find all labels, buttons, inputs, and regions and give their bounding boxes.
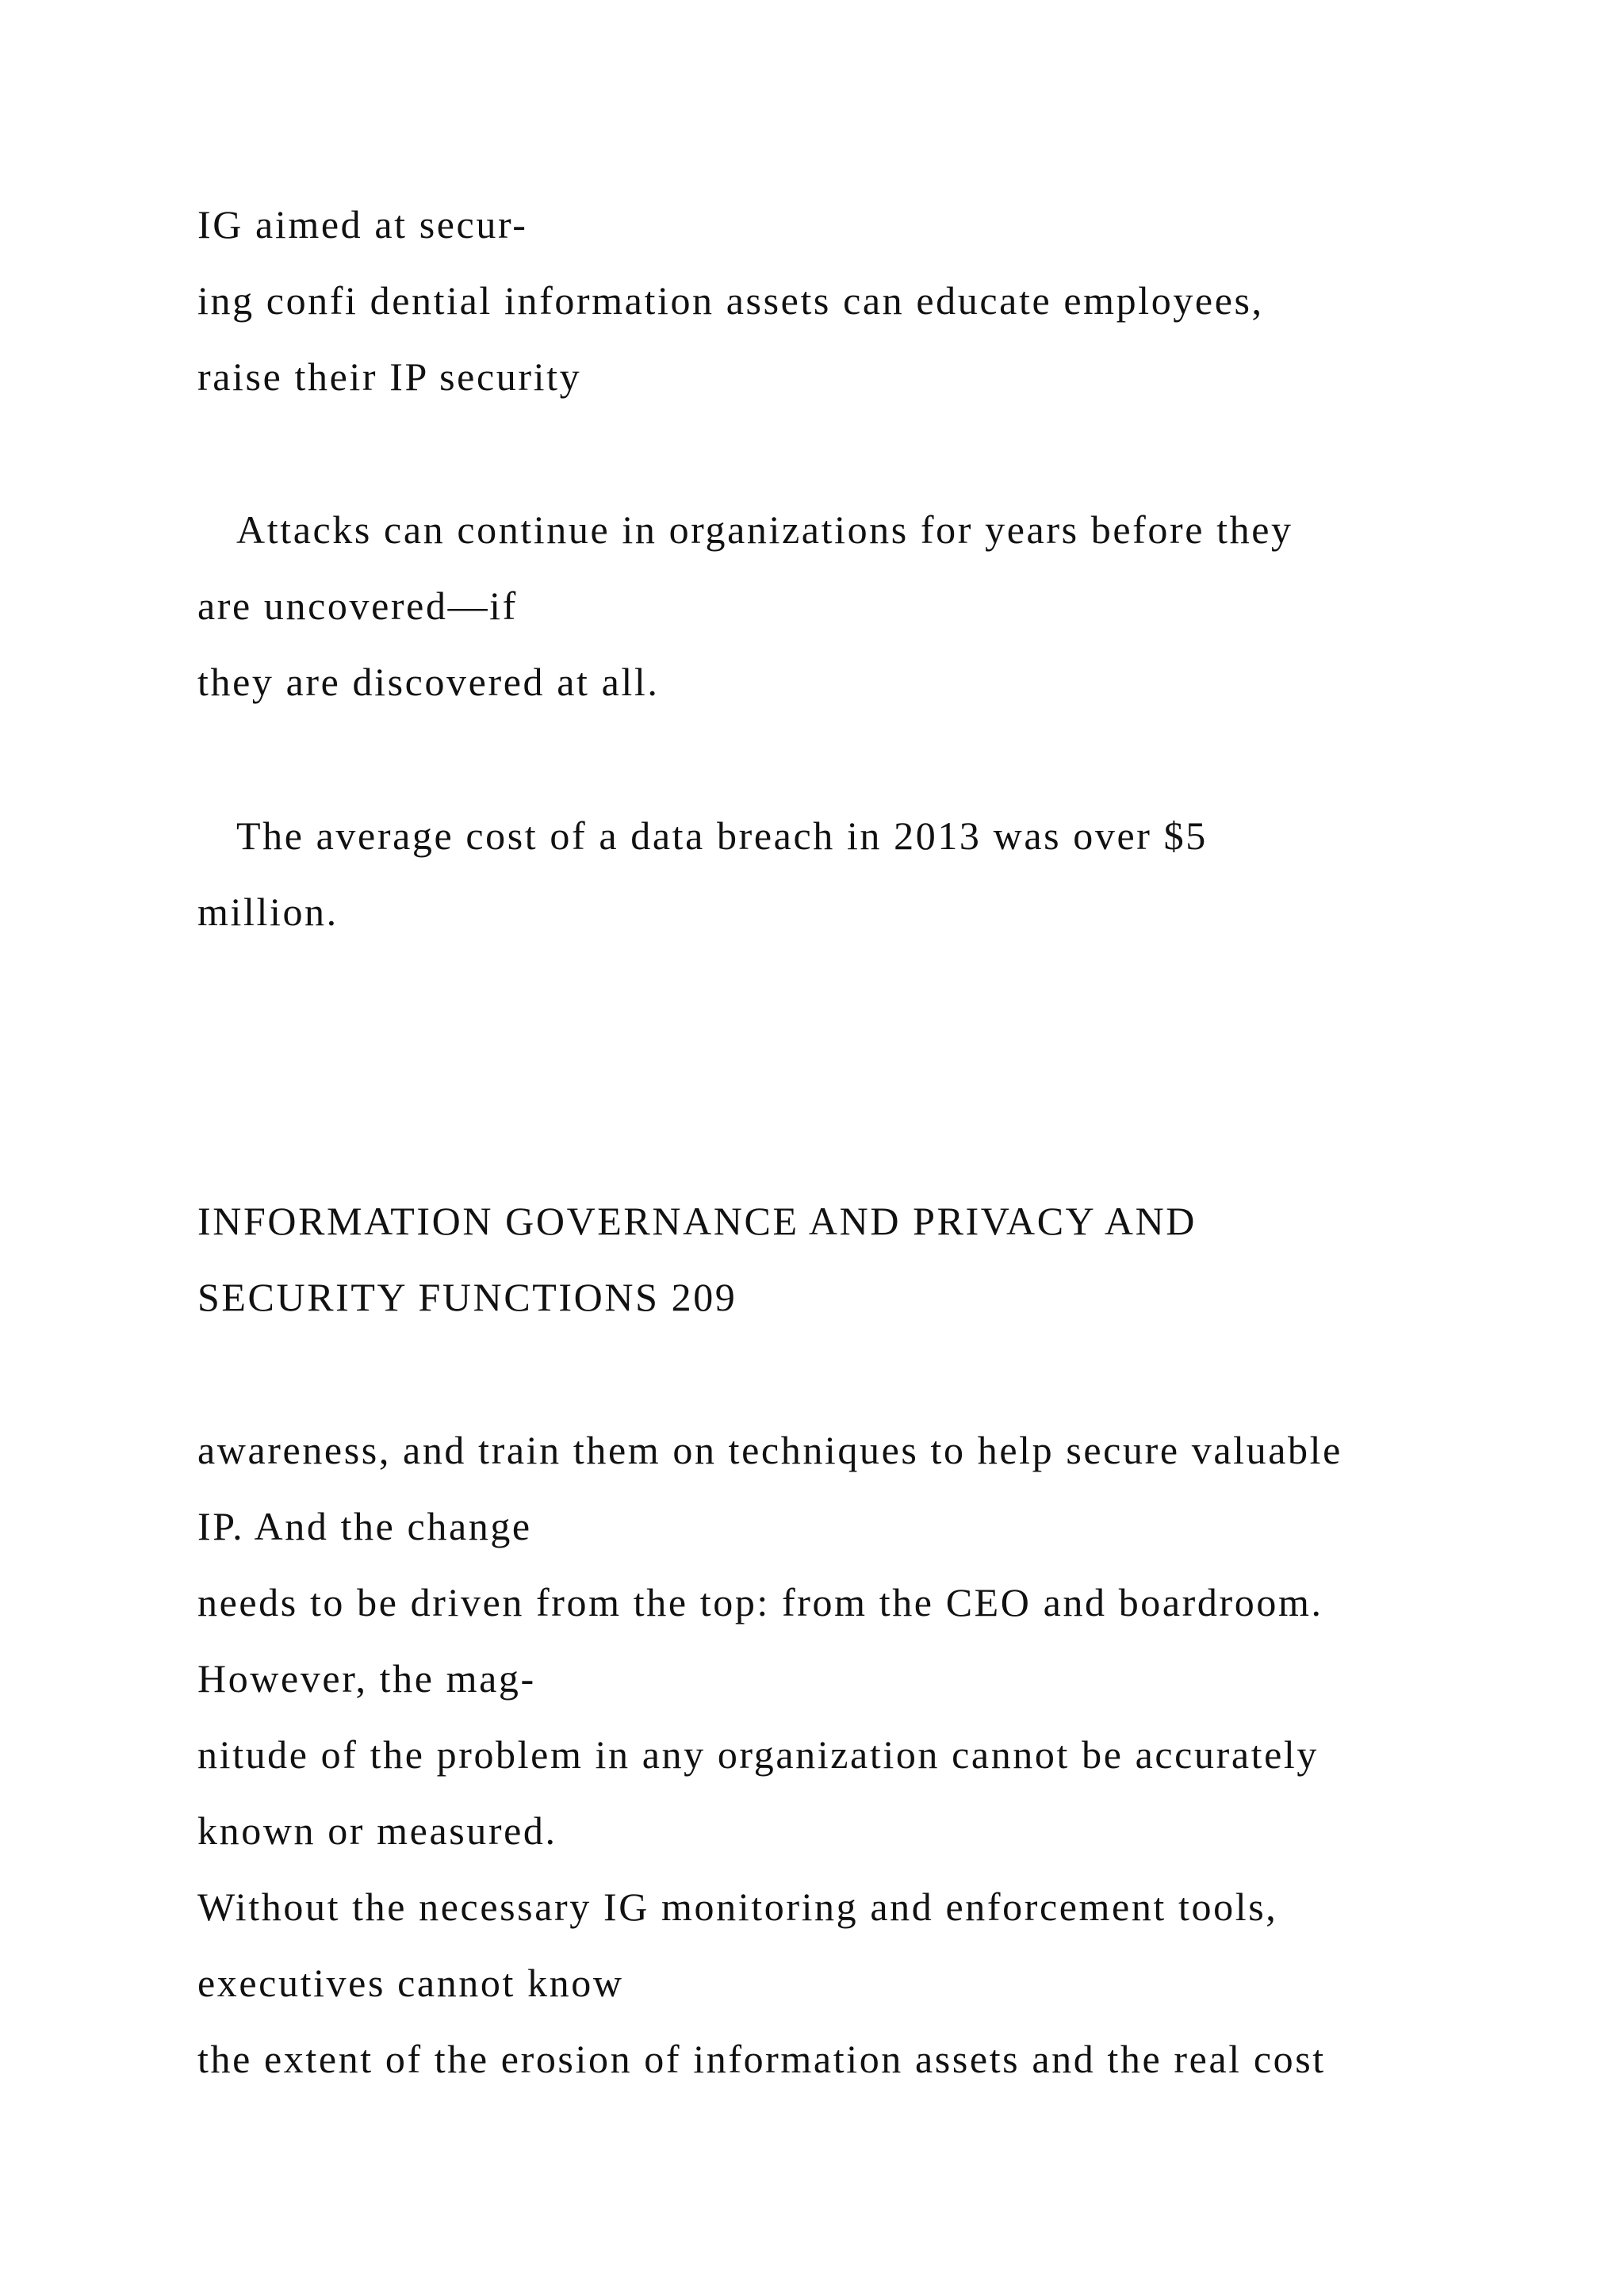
text-line: million. xyxy=(197,890,339,934)
text-line: IP. And the change xyxy=(197,1504,532,1548)
text-line: IG aimed at secur- xyxy=(197,202,528,247)
text-line: Attacks can continue in organizations for years before they xyxy=(236,507,1293,552)
text-line: known or measured. xyxy=(197,1808,557,1853)
text-line: executives cannot know xyxy=(197,1961,624,2005)
text-line: are uncovered—if xyxy=(197,584,518,628)
text-line: the extent of the erosion of information assets and the real cost xyxy=(197,2037,1326,2081)
text-line: The average cost of a data breach in 2013 was over $5 xyxy=(236,813,1208,858)
text-line: ing confi dential information assets can educate employees, xyxy=(197,278,1264,323)
text-line: raise their IP security xyxy=(197,354,582,399)
text-line: nitude of the problem in any organization cannot be accurately xyxy=(197,1732,1319,1777)
text-line: awareness, and train them on techniques to help secure valuable xyxy=(197,1428,1342,1472)
text-line: they are discovered at all. xyxy=(197,660,660,704)
running-header-line: SECURITY FUNCTIONS 209 xyxy=(197,1275,737,1319)
running-header-line: INFORMATION GOVERNANCE AND PRIVACY AND xyxy=(197,1199,1197,1243)
text-line: However, the mag- xyxy=(197,1656,536,1701)
text-line: needs to be driven from the top: from the CEO and boardroom. xyxy=(197,1580,1323,1624)
text-line: Without the necessary IG monitoring and enforcement tools, xyxy=(197,1885,1278,1929)
